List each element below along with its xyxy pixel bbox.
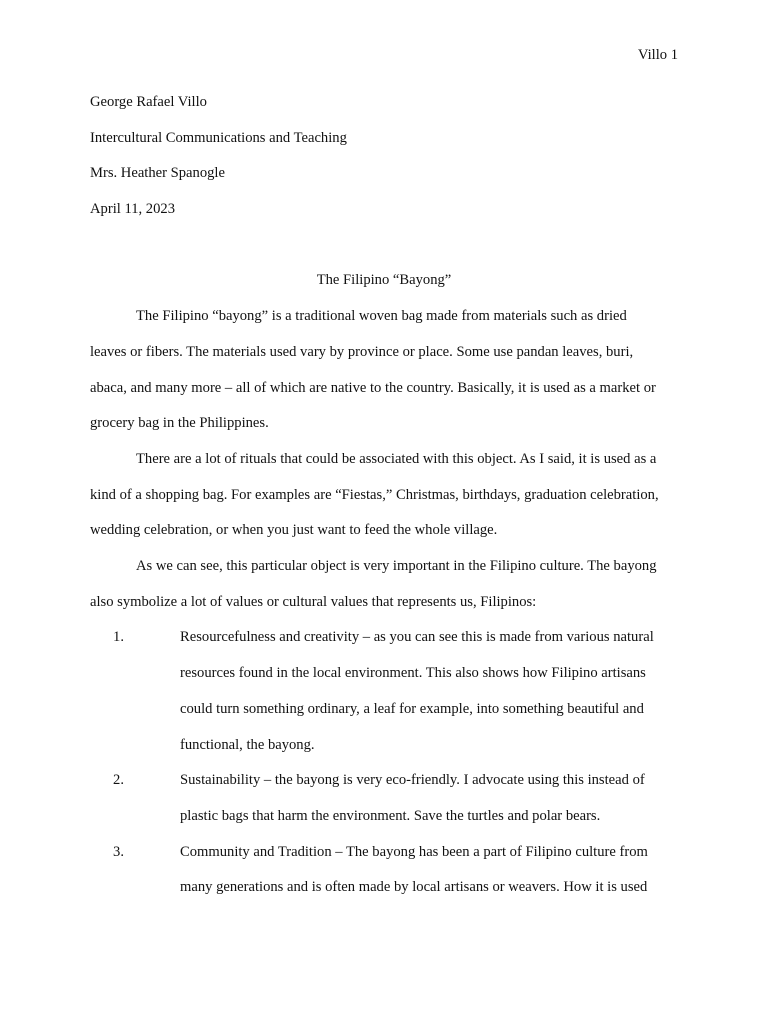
list-item-1-line-4: functional, the bayong.: [180, 737, 315, 753]
paragraph-3-line-2: also symbolize a lot of values or cultural values that represents us, Filipinos:: [90, 594, 537, 610]
list-item-2-number: 2.: [113, 772, 124, 788]
instructor-name: Mrs. Heather Spanogle: [90, 165, 225, 181]
paragraph-2-line-3: wedding celebration, or when you just want to feed the whole village.: [90, 522, 498, 538]
list-item-2-line-2: plastic bags that harm the environment. Save the turtles and polar bears.: [180, 808, 601, 824]
running-head: Villo 1: [637, 47, 678, 63]
list-item-1-number: 1.: [113, 629, 124, 645]
paragraph-3-line-1: As we can see, this particular object is very important in the Filipino culture. The bayong: [136, 558, 657, 574]
paragraph-1-line-3: abaca, and many more – all of which are native to the country. Basically, it is used as a market or: [90, 380, 656, 396]
paragraph-1-line-4: grocery bag in the Philippines.: [90, 415, 269, 431]
paragraph-1-line-2: leaves or fibers. The materials used vary by province or place. Some use pandan leaves, buri,: [90, 344, 634, 360]
list-item-1-line-1: Resourcefulness and creativity – as you can see this is made from various natural: [180, 629, 654, 645]
list-item-3-number: 3.: [113, 844, 124, 860]
paper-title: The Filipino “Bayong”: [316, 272, 452, 288]
list-item-2-line-1: Sustainability – the bayong is very eco-friendly. I advocate using this instead of: [180, 772, 645, 788]
paragraph-2-line-1: There are a lot of rituals that could be associated with this object. As I said, it is used as a: [136, 451, 657, 467]
list-item-1-line-3: could turn something ordinary, a leaf for example, into something beautiful and: [180, 701, 644, 717]
list-item-3-line-2: many generations and is often made by local artisans or weavers. How it is used: [180, 879, 648, 895]
course-name: Intercultural Communications and Teaching: [90, 130, 347, 146]
paragraph-2-line-2: kind of a shopping bag. For examples are “Fiestas,” Christmas, birthdays, graduation celebration,: [90, 487, 659, 503]
paragraph-1-line-1: The Filipino “bayong” is a traditional woven bag made from materials such as dried: [136, 308, 627, 324]
author-name: George Rafael Villo: [90, 94, 207, 110]
paper-date: April 11, 2023: [90, 201, 175, 217]
list-item-3-line-1: Community and Tradition – The bayong has been a part of Filipino culture from: [180, 844, 648, 860]
list-item-1-line-2: resources found in the local environment. This also shows how Filipino artisans: [180, 665, 646, 681]
